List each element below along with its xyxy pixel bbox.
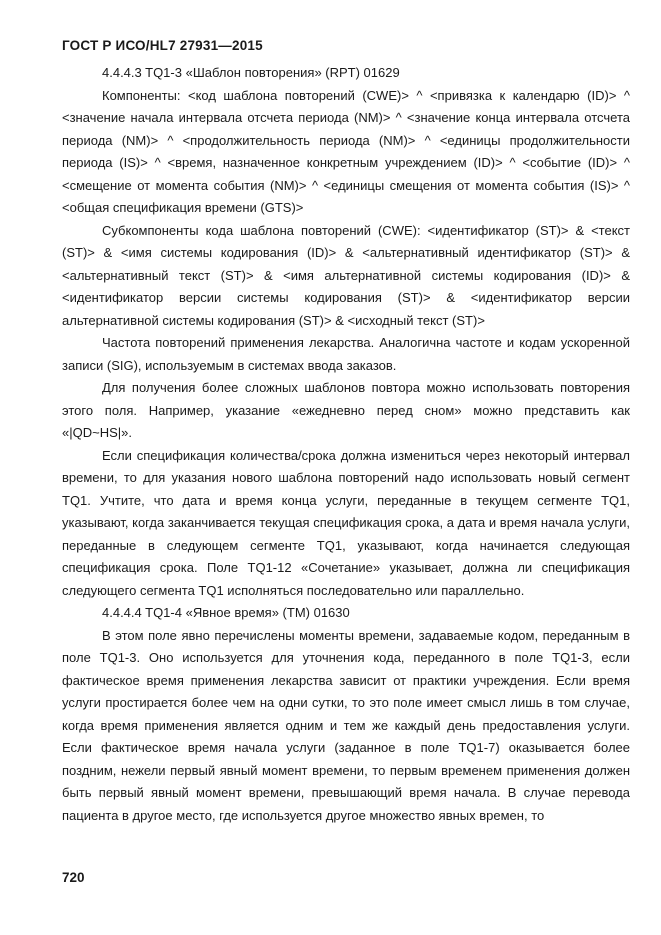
section-heading: 4.4.4.3 TQ1-3 «Шаблон повторения» (RPT) 01629 [102, 65, 400, 80]
paragraph-complex-patterns: Для получения более сложных шаблонов повтора можно использовать повторения этого поля. Например, указание «ежедневно перед сном» можно представить как «|QD~HS|». [62, 380, 630, 440]
paragraph-new-segment: Если спецификация количества/срока должна измениться через некоторый интервал времени, то для указания нового шаблона повторений надо использовать новый сегмент TQ1. Учтите, что дата и время конца услуги, переданные в текущем сегменте TQ1, указывают, когда заканчивается текущая спецификация срока, а дата и время начала услуги, переданные в следующем сегменте TQ1, указывают, когда начинается следующая спецификация срока. Поле TQ1-12 «Сочетание» указывает, должна ли спецификация следующего сегмента TQ1 исполняться последовательно или параллельно. [62, 447, 630, 598]
paragraph-explicit-time: В этом поле явно перечислены моменты времени, задаваемые кодом, переданным в поле TQ1-3. Оно используется для уточнения кода, переданного в поле TQ1-3, если фактическое время применения лекарства зависит от практики учреждения. Если время услуги простирается более чем на одни сутки, то это поле имеет смысл лишь в том случае, когда время применения является одним и тем же каждый день предоставления услуги. Если фактическое время начала услуги (заданное в поле TQ1-7) оказывается более поздним, нежели первый явный момент времени, то первым временем применения должен быть первый явный момент времени, превышающий время начала. В случае перевода пациента в другое место, где используется другое множество явных времен, то [62, 627, 630, 823]
paragraph-frequency: Частота повторений применения лекарства. Аналогична частоте и кодам ускоренной записи (SIG), используемым в системах ввода заказов. [62, 335, 630, 373]
page-number: 720 [62, 870, 85, 885]
paragraph-components: Компоненты: <код шаблона повторений (CWE)> ^ <привязка к календарю (ID)> ^ <значение начала интервала отсчета периода (NM)> ^ <значение конца интервала отсчета периода (NM)> ^ <продолжительность периода (NM)> ^ <единицы продолжительности периода (IS)> ^ <время, назначенное конкретным учреждением (ID)> ^ <событие (ID)> ^ <смещение от момента события (NM)> ^ <единицы смещения от момента события (IS)> ^ <общая спецификация времени (GTS)> [62, 87, 630, 215]
paragraph-subcomponents: Субкомпоненты кода шаблона повторений (CWE): <идентификатор (ST)> & <текст (ST)> & <имя системы кодирования (ID)> & <альтернативный идентификатор (ST)> & <альтернативный текст (ST)> & <имя альтернативной системы кодирования (ID)> & <идентификатор версии системы кодирования (ST)> & <идентификатор версии альтернативной системы кодирования (ST)> & <исходный текст (ST)> [62, 222, 630, 328]
document-body [62, 62, 630, 827]
section-heading: 4.4.4.4 TQ1-4 «Явное время» (TM) 01630 [102, 605, 350, 620]
document-header: ГОСТ Р ИСО/HL7 27931—2015 [62, 38, 263, 53]
